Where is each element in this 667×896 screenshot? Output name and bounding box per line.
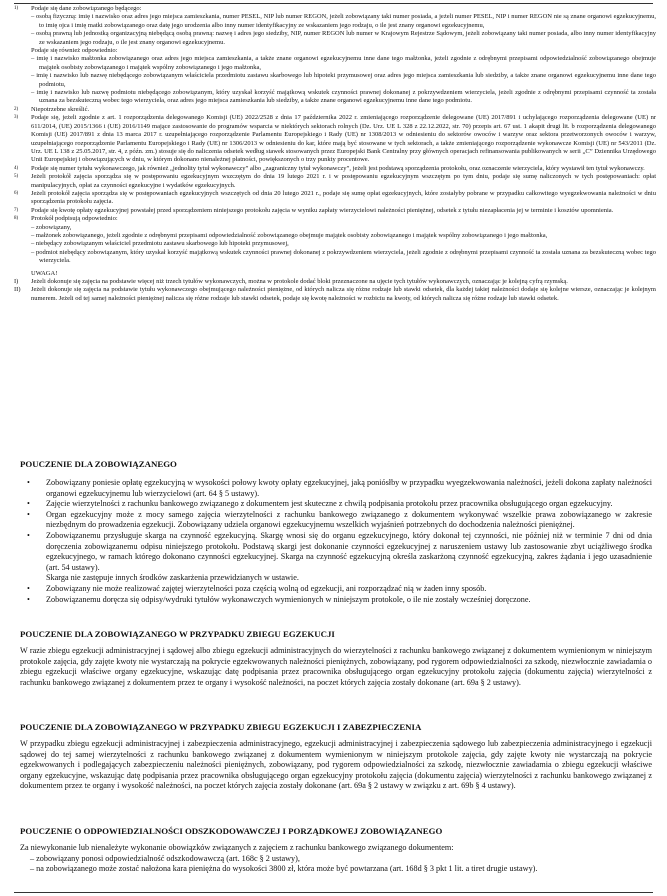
footnote-item: – osobą fizyczną: imię i nazwisko oraz adres jego miejsca zamieszkania, numer PESEL, NIP lub numer REGON, jeżeli zobowiązany taki numer posiada, a jeżeli numer PESEL, NIP i numer REGON nie są znane organowi egzekucyjnemu, to imię ojca i imię matki zobowiązanego oraz datę jego urodzenia albo inny numer identyfikacyjny ze wskazaniem jego rodzaju, o ile jest znany organowi egzekucyjnemu, [31, 13, 656, 29]
footnote-number: 8) [14, 216, 19, 222]
section-zbieg-egzekucji [20, 629, 652, 688]
footnote-4 [14, 165, 656, 173]
footnote-text: Niepotrzebne skreślić. [31, 105, 90, 113]
uwaga-item [14, 286, 656, 303]
list-item: – na zobowiązanego może zostać nałożona kara pieniężna do wysokości 3800 zł, która może być powtarzana (art. 168d § 3 pkt 1 lit. a tiret drugie ustawy). [30, 864, 538, 874]
footnote-2 [14, 106, 656, 114]
uwaga-text: Jeżeli dokonuje się zajęcia na podstawie tytułu wykonawczego obejmującego należności pieniężne, od których nalicza się różne rodzaje lub stawki odsetek, dla każdej takiej należności dodaje się kolejne wiersze, oznaczając je kolejnym numerem. Jeżeli od tej samej należności pieniężnej nalicza się różne rodzaje lub stawki odsetek, podaje się kwotę należności w rozbiciu na kwoty, od których nalicza się różne rodzaje lub stawki odsetek. [31, 286, 656, 302]
footnote-item: – imię i nazwisko małżonka zobowiązanego oraz adres jego miejsca zamieszkania, a także znane organowi egzekucyjnemu inne dane tego małżonka, jeżeli zgodnie z odrębnymi przepisami odpowiedzialność zobowiązanego obejmuje majątek osobisty zobowiązanego i majątek wspólny zobowiązanego i jego małżonka, [31, 55, 656, 71]
footnote-7 [14, 207, 656, 215]
section-title: POUCZENIE O ODPOWIEDZIALNOŚCI ODSZKODOWAWCZEJ I PORZĄDKOWEJ ZOBOWIĄZANEGO [20, 826, 443, 836]
footnote-intro: Podaje się dane zobowiązanego będącego: [31, 5, 142, 12]
section-intro: Za niewykonanie lub nienależyte wykonanie obowiązków związanych z zajęciem z rachunku bankowego związanego dokumentem: [20, 843, 454, 852]
footnote-item: – imię i nazwisko lub nazwę niebędącego zobowiązanym właściciela przedmiotu zastawu skarbowego lub hipoteki przymusowej oraz adres jego miejsca zamieszkania lub siedziby, a także znane organowi egzekucyjnemu inne dane tego podmiotu, [31, 72, 656, 88]
footnote-number: 7) [14, 207, 19, 213]
section-text: W razie zbiegu egzekucji administracyjnej i sądowej albo zbiegu egzekucji administracyjnych do wierzytelności z rachunku bankowego związanej z dokumentem wymienionym w niniejszym protokole zajęcia, gdy zajęte kwoty nie wystarczają na pokrycie egzekwowanych należności pieniężnych, zobowiązany, pod rygorem odpowiedzialności za szkodę, niezwłocznie zawiadamia o zbiegu egzekucji właściwe organy egzekucyjne, wskazując datę podpisania przez pracownika obsługującego organ egzekucyjny protokołu zajęcia (dokumentu zajęcia) wierzytelności z rachunku bankowego związanej z dokumentem przez te organy i wysokość należności, na poczet których zajęcia zostały dokonane (art. 69a § 2 ustawy). [20, 646, 652, 687]
footnote-item: – podmiot niebędący zobowiązanym, który uzyskał korzyść majątkową wskutek czynności prawnej dokonanej z pokrzywdzeniem wierzyciela, jeżeli zgodnie z odrębnymi przepisami czynność ta została uznana za bezskuteczną wobec tego wierzyciela. [31, 248, 656, 265]
bottom-divider [14, 892, 653, 893]
section-title: POUCZENIE DLA ZOBOWIĄZANEGO W PRZYPADKU ZBIEGU EGZEKUCJI I ZABEZPIECZENIA [20, 722, 422, 732]
list-item-note: Skarga nie zastępuje innych środków zaskarżenia przewidzianych w ustawie. [46, 573, 299, 583]
footnote-8 [14, 215, 656, 265]
uwaga-item [14, 278, 656, 286]
footnote-5 [14, 173, 656, 190]
section-pouczenie [20, 459, 652, 605]
footnote-text: Podaje się, jeżeli zgodnie z art. 1 rozporządzenia delegowanego Komisji (UE) 2022/2528 z dnia 17 października 2022 r. zmieniającego rozporządzenie delegowane (UE) 2017/891 i uchylającego rozporządzenia delegowane (UE) nr 611/2014, (UE) 2015/1366 i (UE) 2016/1149 mające zastosowanie do programów wsparcia w niektórych sektorach rolnych (Dz. Urz. UE L 328 z 22.12.2022, str. 70) przepis art. 67 ust. 1 akapit drugi lit. b rozporządzenia delegowanego Komisji (UE) 2017/891 z dnia 13 marca 2017 r. uzupełniającego rozporządzenie Parlamentu Europejskiego i Rady (UE) nr 1308/2013 w odniesieniu do sektorów owoców i warzyw oraz sektora przetworzonych owoców i warzyw, uzupełniającego rozporządzenie Parlamentu Europejskiego i Rady (UE) nr 1306/2013 w odniesieniu do kar, które mają być stosowane w tych sektorach, a także zmieniającego rozporządzenie wykonawcze Komisji (UE) nr 543/2011 (Dz. Urz. UE L 138 z 25.05.2017, str. 4, z późn. zm.) stosuje się do naliczenia odsetek według stawek stosowanych przez Europejski Bank Centralny przy głównych operacjach refinansowania publikowanych w serii „C” Dziennika Urzędowego Unii Europejskiej i obowiązujących w dniu, w którym dokonano nienależnej płatności, powiększonych o trzy punkty procentowe. [31, 114, 656, 164]
list-item: • Organ egzekucyjny może z mocy samego zajęcia wierzytelności z rachunku bankowego związanego z dokumentem wykonywać wszelkie prawa zobowiązanego w zakresie niezbędnym do prowadzenia egzekucji. Zobowiązany udziela organowi egzekucyjnemu wszelkich wyjaśnień potrzebnych do dochodzenia należności pieniężnej. [20, 510, 652, 531]
list-item: • Zobowiązany poniesie opłatę egzekucyjną w wysokości połowy kwoty opłaty egzekucyjnej, jaką poniósłby w przypadku wyegzekwowania należności, jeżeli dokona zapłaty należności organowi egzekucyjnemu lub wierzycielowi (art. 64 § 5 ustawy). [20, 478, 652, 499]
section-title: POUCZENIE DLA ZOBOWIĄZANEGO W PRZYPADKU ZBIEGU EGZEKUCJI [20, 629, 335, 639]
uwaga-text: Jeżeli dokonuje się zajęcia na podstawie więcej niż trzech tytułów wykonawczych, można w protokole dodać bloki przeznaczone na ujęcie tych tytułów wykonawczych, oznaczając je kolejną cyfrą rzymską. [31, 278, 568, 285]
list-item: – zobowiązany ponosi odpowiedzialność odszkodowawczą (art. 168c § 2 ustawy), [30, 853, 300, 863]
footnote-item: – osobą prawną lub jednostką organizacyjną niebędącą osobą prawną: nazwę i adres jego siedziby, NIP, numer REGON lub numer w Krajowym Rejestrze Sądowym, jeżeli zobowiązany taki numer posiada, albo inny numer identyfikacyjny ze wskazaniem jego rodzaju, o ile jest znany organowi egzekucyjnemu. [31, 30, 656, 46]
uwaga-number: II) [14, 286, 21, 294]
footnote-number: 6) [14, 190, 19, 196]
list-item-text: Zobowiązanemu przysługuje skarga na czynność egzekucyjną. Skargę wnosi się do organu egzekucyjnego, który dokonał tej czynności, nie później niż w terminie 7 dni od dnia doręczenia zobowiązanemu odpisu niniejszego protokołu. Podstawą skargi jest dokonanie czynności egzekucyjnej z naruszeniem ustawy lub zastosowanie zbyt uciążliwego środka egzekucyjnego, w ramach którego dokonano czynności egzekucyjnej. Skarga na czynność egzekucyjną określa zaskarżoną czynność egzekucyjną, zakres żądania i jego uzasadnienie (art. 54 ustawy). [46, 530, 652, 572]
footnote-number: 5) [14, 174, 19, 180]
footnote-number: 3) [14, 115, 19, 121]
footnote-text: Podaje się numer tytułu wykonawczego, jak również „jednolity tytuł wykonawczy” albo „zagraniczny tytuł wykonawczy”, jeżeli jest podstawą sporządzenia protokołu, oraz oznaczenie wierzyciela, który wystawił ten tytuł wykonawczy. [31, 164, 645, 172]
list-item [20, 531, 652, 584]
bullet-list [20, 478, 652, 605]
list-item: • Zobowiązany nie może realizować zajętej wierzytelności poza częścią wolną od egzekucji, ani rozporządzać nią w żaden inny sposób. [20, 584, 652, 595]
footnotes [14, 5, 656, 303]
footnote-number: 2) [14, 106, 19, 112]
footnote-item: – niebędący zobowiązanym właściciel przedmiotu zastawu skarbowego lub hipoteki przymusowej, [31, 240, 289, 248]
footnote-number: 4) [14, 165, 19, 171]
footnote-text: Podaje się kwotę opłaty egzekucyjnej powstałej przed sporządzeniem niniejszego protokołu zajęcia w wyniku zapłaty wierzycielowi należności pieniężnej, odsetek z tytułu niezapłacenia jej w terminie i kosztów upomnienia. [31, 206, 614, 214]
footnote-text: Jeżeli protokół zajęcia sporządza się w postępowaniu egzekucyjnym wszczętym do dnia 19 lutego 2021 r. i w postępowaniu egzekucyjnym wszczętym po tym dniu, podaje się sumę naliczonych w tych postępowaniach: opłat manipulacyjnych, opłat za czynności egzekucyjne i wydatków egzekucyjnych. [31, 173, 656, 189]
uwaga-number: I) [14, 278, 19, 285]
section-odpowiedzialnosc [20, 826, 652, 875]
footnote-6 [14, 190, 656, 207]
section-title: POUCZENIE DLA ZOBOWIĄZANEGO [20, 459, 177, 469]
footnote-text: Jeżeli protokół zajęcia sporządza się w postępowaniach egzekucyjnych wszczętych od dnia 20 lutego 2021 r., podaje się sumę opłat egzekucyjnych, które zostałyby pobrane w przypadku całkowitego wyegzekwowania należności w dniu sporządzenia protokołu zajęcia. [31, 189, 656, 206]
footnote-item: – zobowiązany, [31, 223, 72, 231]
footnote-item: – małżonek zobowiązanego, jeżeli zgodnie z odrębnymi przepisami odpowiedzialność zobowiązanego obejmuje majątek osobisty zobowiązanego i majątek wspólny zobowiązanego i jego małżonka, [31, 231, 548, 239]
list-item: • Zajęcie wierzytelności z rachunku bankowego związanego z dokumentem jest skuteczne z chwilą podpisania protokołu przez pracownika obsługującego organ egzekucyjny. [20, 499, 652, 510]
section-text: W przypadku zbiegu egzekucji administracyjnej i zabezpieczenia administracyjnego, egzekucji administracyjnej i zabezpieczenia sądowego lub zabezpieczenia administracyjnego i egzekucji sądowej do tej samej wierzytelności z rachunku bankowego związanej z dokumentem wymienionym w niniejszym protokole zajęcia, gdy zajęte kwoty nie wystarczają na pokrycie egzekwowanych i podlegających zabezpieczeniu należności pieniężnych, zobowiązany, pod rygorem odpowiedzialności za szkodę, niezwłocznie zawiadamia o zbiegu egzekucji właściwe organy egzekucyjne, wskazując datę podpisania przez pracownika obsługującego organ egzekucyjny protokołu zajęcia (dokumentu zajęcia) wierzytelności z rachunku bankowego związanej z dokumentem przez te organy i wysokość należności, na poczet których zajęcia zostały dokonane (art. 69a § 2 ustawy w związku z art. 69b § 4 ustawy). [20, 739, 652, 791]
uwaga-label: UWAGA! [31, 269, 58, 277]
footnote-item: – imię i nazwisko lub nazwę podmiotu niebędącego zobowiązanym, który uzyskał korzyść majątkową wskutek czynności prawnej dokonanej z pokrzywdzeniem wierzyciela, jeżeli zgodnie z odrębnymi przepisami czynność ta została uznana za bezskuteczną wobec tego wierzyciela, oraz adres jego miejsca zamieszkania lub siedziby, a także znane organowi egzekucyjnemu inne dane tego podmiotu. [31, 89, 656, 105]
footnote-3 [14, 114, 656, 164]
footnote-1 [14, 5, 656, 106]
top-divider [14, 3, 653, 4]
section-zbieg-zabezpieczenia [20, 722, 652, 792]
footnote-intro: Podaje się również odpowiednio: [31, 47, 118, 55]
list-item: • Zobowiązanemu doręcza się odpisy/wydruki tytułów wykonawczych wymienionych w niniejszym protokole, o ile nie zostały wcześniej doręczone. [20, 595, 652, 606]
footnote-intro: Protokół podpisują odpowiednio: [31, 215, 118, 223]
footnote-number: 1) [14, 6, 19, 11]
